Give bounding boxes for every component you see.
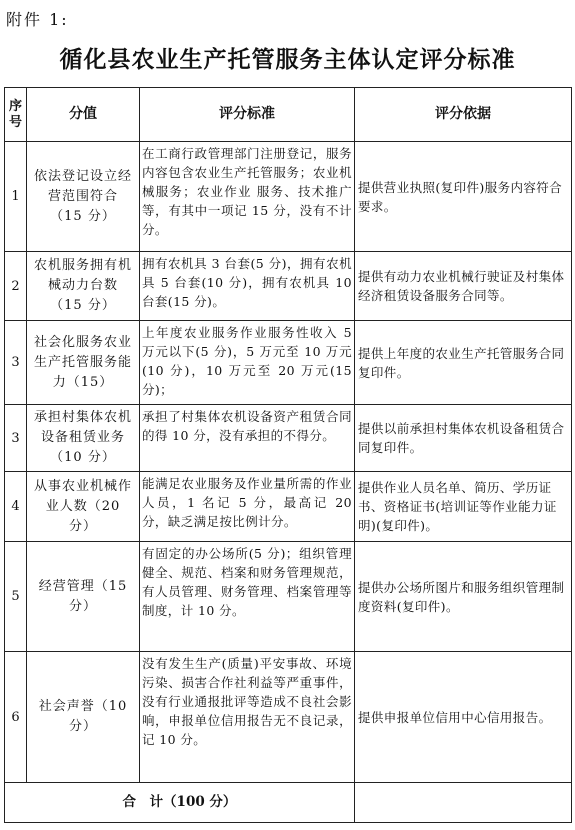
- row-number: 3: [5, 405, 27, 472]
- header-seq: 序号: [5, 88, 27, 142]
- row-standard: 有固定的办公场所(5 分)；组织管理健全、规范、档案和财务管理规范，有人员管理、财务管理、档案管理等制度，计 10 分。: [140, 542, 355, 652]
- total-row: [5, 783, 572, 823]
- row-score: 依法登记设立经营范围符合（15 分）: [27, 142, 140, 252]
- table-row: [5, 321, 572, 405]
- total-basis: [355, 783, 572, 823]
- row-number: 3: [5, 321, 27, 405]
- row-basis: 提供有动力农业机械行驶证及村集体经济租赁设备服务合同等。: [355, 252, 572, 321]
- header-standard: 评分标准: [140, 88, 355, 142]
- table-row: [5, 652, 572, 783]
- row-basis: 提供办公场所图片和服务组织管理制度资料(复印件)。: [355, 542, 572, 652]
- table-row: [5, 472, 572, 542]
- row-standard: 在工商行政管理部门注册登记，服务内容包含农业生产托管服务；农业机械服务；农业作业 服务、技术推广等，有其中一项记 15 分，没有不计分。: [140, 142, 355, 252]
- row-basis: 提供营业执照(复印件)服务内容符合要求。: [355, 142, 572, 252]
- row-standard: 上年度农业服务作业服务性收入 5 万元以下(5 分)，5 万元至 10 万元(10 分)，10 万元至 20 万元(15 分)；: [140, 321, 355, 405]
- row-standard: 承担了村集体农机设备资产租赁合同的得 10 分，没有承担的不得分。: [140, 405, 355, 472]
- page-title: 循化县农业生产托管服务主体认定评分标准: [59, 47, 516, 73]
- row-number: 5: [5, 542, 27, 652]
- row-standard: 能满足农业服务及作业量所需的作业人员，1 名记 5 分，最高记 20 分，缺乏满足按比例计分。: [140, 472, 355, 542]
- row-number: 4: [5, 472, 27, 542]
- header-score: 分值: [27, 88, 140, 142]
- table-row: [5, 405, 572, 472]
- row-score: 经营管理（15 分）: [27, 542, 140, 652]
- row-basis: 提供上年度的农业生产托管服务合同复印件。: [355, 321, 572, 405]
- row-score: 社会声誉（10 分）: [27, 652, 140, 783]
- scoring-table: [4, 87, 572, 823]
- row-score: 社会化服务农业生产托管服务能力（15）: [27, 321, 140, 405]
- row-number: 1: [5, 142, 27, 252]
- row-number: 2: [5, 252, 27, 321]
- row-score: 农机服务拥有机械动力台数（15 分）: [27, 252, 140, 321]
- row-score: 从事农业机械作业人数（20 分）: [27, 472, 140, 542]
- row-standard: 没有发生生产(质量)平安事故、环境污染、损害合作社利益等严重事件，没有行业通报批评等造成不良社会影响，申报单位信用报告无不良记录，记 10 分。: [140, 652, 355, 783]
- header-basis: 评分依据: [355, 88, 572, 142]
- row-basis: 提供以前承担村集体农机设备租赁合同复印件。: [355, 405, 572, 472]
- row-basis: 提供作业人员名单、简历、学历证书、资格证书(培训证等作业能力证明)(复印件)。: [355, 472, 572, 542]
- table-row: [5, 252, 572, 321]
- total-label: 合 计（100 分）: [5, 783, 355, 823]
- attachment-label: 附件 1:: [6, 10, 69, 29]
- row-number: 6: [5, 652, 27, 783]
- table-header-row: [5, 88, 572, 142]
- row-score: 承担村集体农机设备租赁业务（10 分）: [27, 405, 140, 472]
- table-row: [5, 142, 572, 252]
- row-standard: 拥有农机具 3 台套(5 分)，拥有农机具 5 台套(10 分)，拥有农机具 10 台套(15 分)。: [140, 252, 355, 321]
- row-basis: 提供申报单位信用中心信用报告。: [355, 652, 572, 783]
- table-row: [5, 542, 572, 652]
